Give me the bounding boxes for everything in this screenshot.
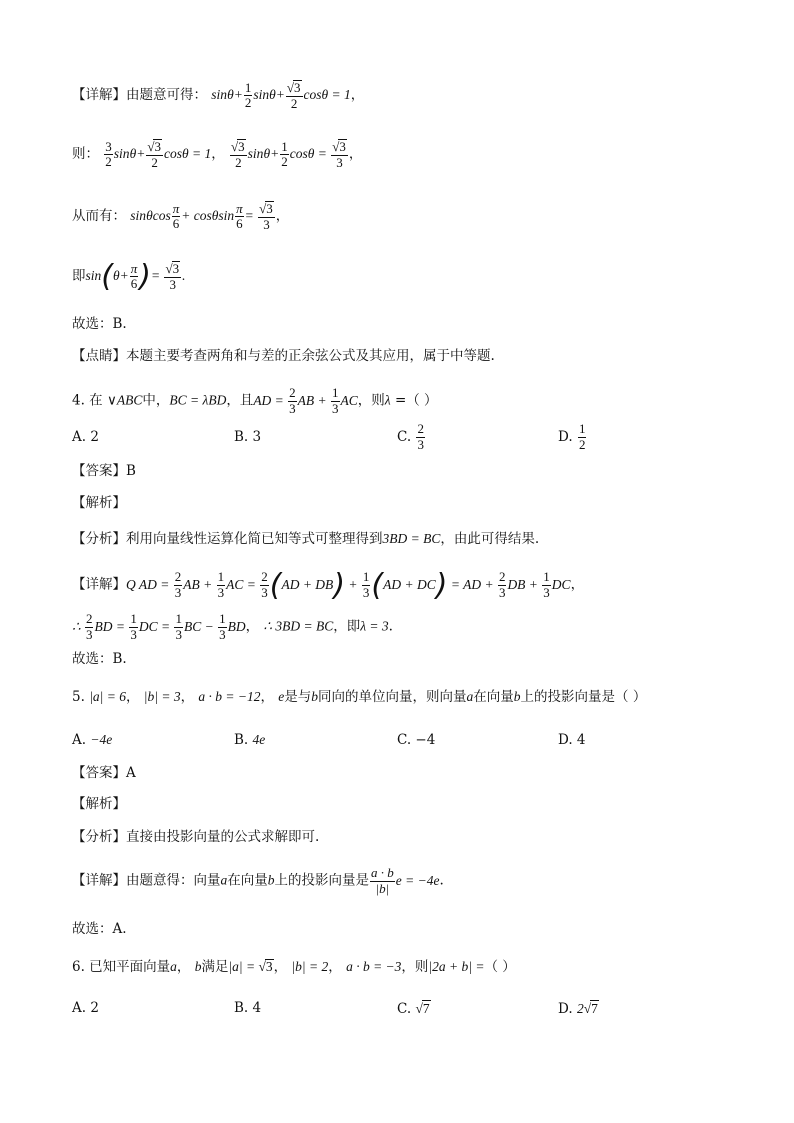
q4-option-d: D. $\frac{1}{2}$ <box>558 421 586 452</box>
detail-5: 【详解】由题意得：向量a在向量b上的投影向量是 $\frac{a \cdot b}{|b|}$ e = −4e. <box>72 865 444 896</box>
detail-line-4: 即sin(θ+ $\frac{\pi}{6}$ )= $\frac{√3}{3}$ . <box>72 258 186 294</box>
q6-option-c: C. √7 <box>397 1001 430 1017</box>
q4-option-c: C. $\frac{2}{3}$ <box>397 421 424 452</box>
q6-option-a: A. 2 <box>72 1000 99 1016</box>
analysis-5: 【解析】 <box>72 796 126 812</box>
question-4: 4. 在 ∨ABC中，BC = λBD，且AD = $\frac{2}{3}$ AB + $\frac{1}{3}$ AC，则λ =（ ） <box>72 385 438 416</box>
detail-line-1: 【详解】由题意可得： sinθ+ $\frac{1}{2}$ sinθ+ $\frac{√3}{2}$ cosθ = 1， <box>72 79 365 111</box>
detail-line-3: 从而有： sinθcos $\frac{\pi}{6}$ + cosθsin $\frac{\pi}{6}$ = $\frac{√3}{3}$ ， <box>72 200 290 232</box>
choice-5: 故选：A. <box>72 921 127 937</box>
detail-line-2: 则： $\frac{3}{2}$ sinθ+ $\frac{√3}{2}$ cosθ = 1， $\frac{√3}{2}$ sinθ+ $\frac{1}{2}$ cosθ = $\frac{√3}{3}$ ， <box>72 138 363 170</box>
so-label: 即 <box>72 268 86 285</box>
hence-label: 从而有： <box>72 208 126 225</box>
q5-option-a: A. −4e <box>72 732 113 748</box>
answer-5: 【答案】A <box>72 765 136 781</box>
q4-prefix: 4. 在 <box>72 392 103 409</box>
q4-mid2: ，且 <box>226 392 254 409</box>
q4-option-a: A. 2 <box>72 429 99 445</box>
detail-4: 【详解】Q AD = $\frac{2}{3}$ AB + $\frac{1}{3}$ AC = $\frac{2}{3}$ (AD + DB) + $\frac{1}{3}$ (AD + DC) = AD + $\frac{2}{3}$ DB + $\frac{1}{3}$ DC， <box>72 567 585 603</box>
q5-option-d: D. 4 <box>558 732 586 748</box>
then-label: 则： <box>72 146 99 163</box>
q6-option-d: D. 2√7 <box>558 1001 598 1017</box>
question-6: 6. 已知平面向量a， b满足|a| = √3， |b| = 2， a · b = −3，则|2a + b| =（ ） <box>72 959 516 975</box>
question-5: 5. |a| = 6， |b| = 3， a · b = −12， e是与b同向的单位向量，则向量a在向量b上的投影向量是（ ） <box>72 689 647 705</box>
q5-option-b: B. 4e <box>234 732 266 748</box>
fenxi-5: 【分析】直接由投影向量的公式求解即可. <box>72 829 320 845</box>
choice-4: 故选：B. <box>72 651 127 667</box>
q4-mid3: ，则 <box>357 392 385 409</box>
q4-mid1: 中， <box>142 392 170 409</box>
fenxi-4: 【分析】利用向量线性运算化简已知等式可整理得到3BD = BC，由此可得结果. <box>72 531 540 547</box>
q5-option-c: C. −4 <box>397 732 436 748</box>
q6-option-b: B. 4 <box>234 1000 262 1016</box>
choice-line: 故选：B. <box>72 316 127 332</box>
analysis-4: 【解析】 <box>72 495 126 511</box>
q4-tail: （ ） <box>406 392 438 409</box>
comment-line: 【点睛】本题主要考查两角和与差的正余弦公式及其应用，属于中等题. <box>72 348 495 364</box>
detail-label: 【详解】由题意可得： <box>72 87 207 104</box>
q4-option-b: B. 3 <box>234 429 262 445</box>
detail-4b: ∴ $\frac{2}{3}$ BD = $\frac{1}{3}$ DC = $\frac{1}{3}$ BC − $\frac{1}{3}$ BD， ∴ 3BD = BC，即λ = 3. <box>72 611 393 642</box>
answer-4: 【答案】B <box>72 463 136 479</box>
